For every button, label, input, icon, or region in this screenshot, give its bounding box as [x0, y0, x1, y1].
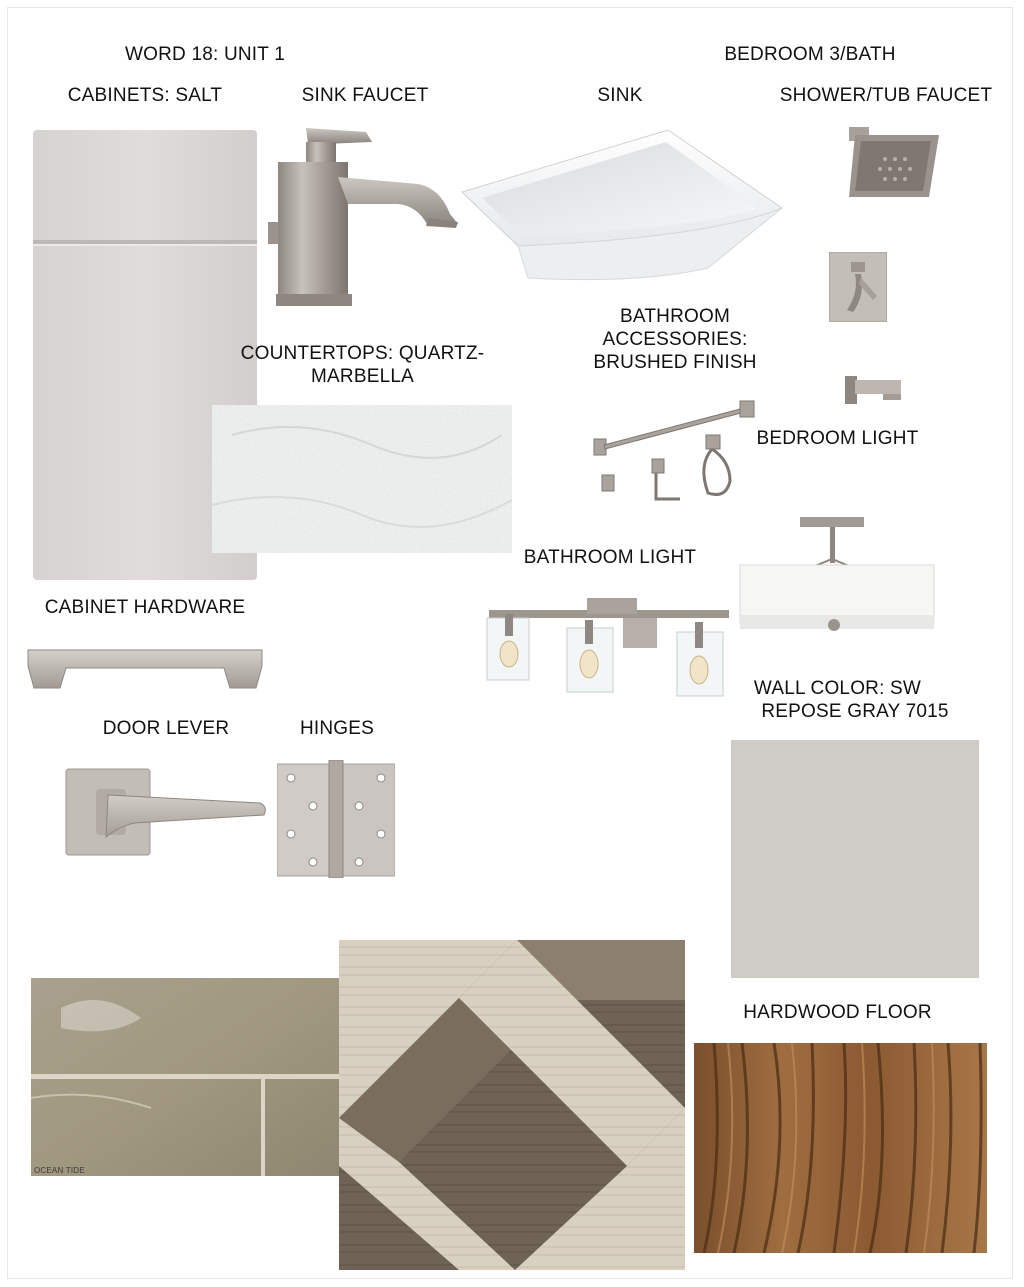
- countertops-label-line1: COUNTERTOPS: QUARTZ-: [240, 343, 485, 364]
- quartz-countertop-swatch: [212, 405, 512, 553]
- wall-color-swatch: [731, 740, 979, 978]
- shower-valve-image: [829, 252, 887, 322]
- sink-image: [458, 128, 784, 288]
- cabinet-hardware-label: CABINET HARDWARE: [44, 597, 246, 618]
- room-title: BEDROOM 3/BATH: [724, 44, 896, 65]
- shower-head-image: [845, 125, 943, 200]
- hinges-label: HINGES: [299, 718, 375, 739]
- wall-color-label-line1: WALL COLOR: SW: [753, 678, 922, 699]
- bath-accessories-label-line2: ACCESSORIES:: [602, 329, 748, 350]
- shower-tub-faucet-label: SHOWER/TUB FAUCET: [779, 85, 993, 106]
- tile-caption: OCEAN TIDE: [34, 1166, 85, 1175]
- cabinets-label: CABINETS: SALT: [67, 85, 223, 106]
- hinge-image: [277, 760, 395, 878]
- wall-color-label-line2: REPOSE GRAY 7015: [761, 701, 949, 722]
- bathroom-light-label: BATHROOM LIGHT: [523, 547, 697, 568]
- patterned-floor-tile-swatch: [339, 940, 685, 1270]
- bedroom-light-image: [738, 515, 936, 633]
- hardwood-floor-label: HARDWOOD FLOOR: [743, 1002, 932, 1023]
- sink-label: SINK: [597, 85, 643, 106]
- tub-spout-image: [845, 374, 903, 406]
- project-title: WORD 18: UNIT 1: [125, 44, 285, 65]
- bath-accessories-label-line3: BRUSHED FINISH: [593, 352, 757, 373]
- countertops-label-line2: MARBELLA: [311, 366, 414, 387]
- sink-faucet-image: [268, 122, 463, 312]
- door-lever-label: DOOR LEVER: [102, 718, 230, 739]
- wall-tile-swatch: [31, 978, 341, 1176]
- hardwood-floor-swatch: [694, 1043, 987, 1253]
- sink-faucet-label: SINK FAUCET: [301, 85, 429, 106]
- bedroom-light-label: BEDROOM LIGHT: [756, 428, 919, 449]
- bathroom-vanity-light-image: [483, 590, 733, 702]
- door-lever-image: [64, 767, 268, 857]
- bath-accessories-image: [590, 395, 760, 507]
- bath-accessories-label-line1: BATHROOM: [620, 306, 730, 327]
- cabinet-pull-image: [18, 636, 272, 694]
